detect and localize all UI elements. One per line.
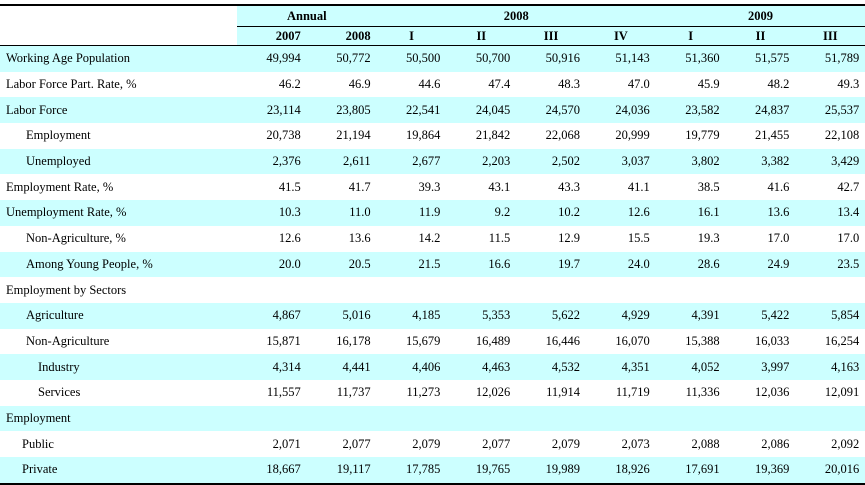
row-value: 46.9 bbox=[348, 77, 371, 92]
row-value: 22,108 bbox=[824, 128, 860, 143]
header-period: 2008 bbox=[307, 27, 377, 46]
row-value: 43.1 bbox=[488, 179, 511, 194]
row-value: 41.6 bbox=[767, 179, 790, 194]
row-value: 20,738 bbox=[266, 128, 301, 143]
table-row bbox=[0, 149, 865, 175]
header-period: 2007 bbox=[237, 27, 307, 46]
row-value bbox=[516, 277, 586, 303]
row-value: 2,079 bbox=[412, 436, 441, 451]
row-value: 2,079 bbox=[551, 436, 580, 451]
row-label: Labor Force Part. Rate, % bbox=[6, 77, 137, 92]
row-value: 18,667 bbox=[237, 457, 307, 484]
row-value bbox=[377, 406, 447, 432]
row-value: 3,802 bbox=[656, 149, 726, 175]
row-value: 16,489 bbox=[475, 333, 511, 348]
row-value: 21,455 bbox=[755, 128, 790, 143]
row-value: 16,178 bbox=[336, 333, 371, 348]
row-value: 4,351 bbox=[586, 354, 656, 380]
row-value: 16,254 bbox=[824, 333, 860, 348]
row-value bbox=[516, 406, 586, 432]
table-body bbox=[0, 46, 865, 484]
row-value: 15.5 bbox=[627, 231, 650, 246]
header-group-2009: 2009 bbox=[656, 5, 865, 27]
row-value: 9.2 bbox=[446, 200, 516, 226]
row-value: 28.6 bbox=[656, 252, 726, 278]
row-value: 51,789 bbox=[795, 46, 865, 72]
table-row bbox=[0, 431, 865, 457]
row-value: 42.7 bbox=[837, 179, 860, 194]
row-value: 19,369 bbox=[726, 457, 796, 484]
row-value: 16.1 bbox=[656, 200, 726, 226]
header-period: III bbox=[516, 27, 586, 46]
table-row bbox=[0, 457, 865, 484]
row-value: 22,068 bbox=[545, 128, 580, 143]
row-value: 11,273 bbox=[406, 385, 441, 400]
row-value: 15,871 bbox=[266, 333, 301, 348]
row-label: Unemployed bbox=[0, 149, 237, 175]
row-value: 3,037 bbox=[586, 149, 656, 175]
row-value: 19,117 bbox=[307, 457, 377, 484]
row-value bbox=[795, 277, 865, 303]
table-row bbox=[0, 329, 865, 355]
row-value: 4,406 bbox=[377, 354, 447, 380]
row-value: 17.0 bbox=[767, 231, 790, 246]
row-value: 2,376 bbox=[237, 149, 307, 175]
row-label: Industry bbox=[0, 354, 237, 380]
row-label: Services bbox=[38, 385, 81, 400]
row-value: 38.5 bbox=[697, 179, 720, 194]
row-label: Agriculture bbox=[0, 303, 237, 329]
row-value: 23.5 bbox=[795, 252, 865, 278]
row-value: 22,541 bbox=[377, 97, 447, 123]
row-value: 50,772 bbox=[307, 46, 377, 72]
row-value: 2,088 bbox=[691, 436, 720, 451]
row-value: 2,092 bbox=[831, 436, 860, 451]
table-header bbox=[0, 5, 865, 46]
row-value: 13.4 bbox=[795, 200, 865, 226]
row-value: 11,737 bbox=[336, 385, 371, 400]
row-value: 2,073 bbox=[621, 436, 650, 451]
table-row bbox=[0, 200, 865, 226]
row-value bbox=[726, 406, 796, 432]
row-value: 16.6 bbox=[446, 252, 516, 278]
row-label: Labor Force bbox=[0, 97, 237, 123]
row-value: 4,929 bbox=[586, 303, 656, 329]
row-value: 17,785 bbox=[377, 457, 447, 484]
row-value: 47.4 bbox=[488, 77, 511, 92]
row-value: 11,719 bbox=[615, 385, 650, 400]
table-row bbox=[0, 303, 865, 329]
row-value: 4,441 bbox=[307, 354, 377, 380]
header-period: III bbox=[795, 27, 865, 46]
row-value: 51,360 bbox=[656, 46, 726, 72]
row-value: 47.0 bbox=[627, 77, 650, 92]
row-value: 43.3 bbox=[558, 179, 580, 194]
row-value: 5,422 bbox=[726, 303, 796, 329]
row-value: 20,016 bbox=[795, 457, 865, 484]
row-value bbox=[446, 406, 516, 432]
header-period: II bbox=[726, 27, 796, 46]
row-value: 12,036 bbox=[755, 385, 790, 400]
row-value: 23,582 bbox=[656, 97, 726, 123]
row-value: 11.5 bbox=[488, 231, 511, 246]
header-group-row bbox=[0, 5, 865, 27]
table-row bbox=[0, 123, 865, 149]
row-value: 19,989 bbox=[516, 457, 586, 484]
row-value: 2,677 bbox=[377, 149, 447, 175]
table-row bbox=[0, 72, 865, 98]
row-value: 17,691 bbox=[656, 457, 726, 484]
row-value: 50,916 bbox=[516, 46, 586, 72]
header-period-row bbox=[0, 27, 865, 46]
row-value: 5,854 bbox=[795, 303, 865, 329]
row-value: 4,391 bbox=[656, 303, 726, 329]
row-label: Public bbox=[22, 436, 54, 451]
row-label: Among Young People, % bbox=[0, 252, 237, 278]
row-label: Non-Agriculture, % bbox=[26, 231, 126, 246]
row-value: 11,557 bbox=[266, 385, 301, 400]
row-value: 5,622 bbox=[516, 303, 586, 329]
row-value: 2,077 bbox=[482, 436, 511, 451]
row-value: 23,114 bbox=[237, 97, 307, 123]
row-value: 16,033 bbox=[755, 333, 790, 348]
row-value: 2,077 bbox=[342, 436, 371, 451]
row-label: Employment bbox=[0, 406, 237, 432]
row-value: 12,026 bbox=[475, 385, 511, 400]
row-value: 21.5 bbox=[377, 252, 447, 278]
row-value: 3,429 bbox=[795, 149, 865, 175]
row-value: 2,203 bbox=[446, 149, 516, 175]
header-blank-cell bbox=[0, 5, 237, 27]
row-value: 41.7 bbox=[348, 179, 371, 194]
table-row bbox=[0, 380, 865, 406]
header-blank-cell bbox=[0, 27, 237, 46]
labor-statistics-table-container bbox=[0, 4, 865, 485]
row-value: 4,867 bbox=[237, 303, 307, 329]
row-value: 15,388 bbox=[685, 333, 720, 348]
row-value: 24,045 bbox=[446, 97, 516, 123]
row-value bbox=[656, 406, 726, 432]
row-value: 2,071 bbox=[272, 436, 301, 451]
row-value: 49.3 bbox=[837, 77, 860, 92]
row-value: 12,091 bbox=[824, 385, 860, 400]
row-value: 19,765 bbox=[446, 457, 516, 484]
row-value: 21,842 bbox=[475, 128, 511, 143]
row-value bbox=[307, 277, 377, 303]
header-period: I bbox=[656, 27, 726, 46]
row-value bbox=[586, 277, 656, 303]
row-value: 11.9 bbox=[377, 200, 447, 226]
row-value: 24,570 bbox=[516, 97, 586, 123]
row-value: 4,052 bbox=[656, 354, 726, 380]
row-value bbox=[377, 277, 447, 303]
row-value: 2,502 bbox=[516, 149, 586, 175]
row-value: 41.1 bbox=[627, 179, 650, 194]
table-row bbox=[0, 226, 865, 252]
row-value: 48.3 bbox=[558, 77, 580, 92]
table-row bbox=[0, 277, 865, 303]
table-row bbox=[0, 354, 865, 380]
row-value: 20,999 bbox=[615, 128, 650, 143]
row-value: 19.3 bbox=[697, 231, 720, 246]
row-value: 10.2 bbox=[516, 200, 586, 226]
row-value bbox=[656, 277, 726, 303]
row-value: 17.0 bbox=[837, 231, 860, 246]
row-value bbox=[726, 277, 796, 303]
row-value: 15,679 bbox=[406, 333, 441, 348]
table-row bbox=[0, 46, 865, 72]
row-value: 13.6 bbox=[726, 200, 796, 226]
row-value: 21,194 bbox=[336, 128, 371, 143]
row-label: Non-Agriculture bbox=[26, 333, 110, 348]
row-value: 3,382 bbox=[726, 149, 796, 175]
row-value: 24.9 bbox=[726, 252, 796, 278]
row-value: 39.3 bbox=[418, 179, 441, 194]
row-value bbox=[237, 277, 307, 303]
row-value: 41.5 bbox=[278, 179, 301, 194]
row-value bbox=[795, 406, 865, 432]
row-label: Working Age Population bbox=[0, 46, 237, 72]
row-value bbox=[586, 406, 656, 432]
header-group-annual: Annual bbox=[237, 5, 377, 27]
header-period: IV bbox=[586, 27, 656, 46]
row-value: 11,914 bbox=[546, 385, 580, 400]
row-value bbox=[446, 277, 516, 303]
row-value: 11,336 bbox=[685, 385, 720, 400]
row-label: Employment bbox=[26, 128, 91, 143]
table-row bbox=[0, 97, 865, 123]
row-value: 5,016 bbox=[307, 303, 377, 329]
row-value: 24.0 bbox=[586, 252, 656, 278]
row-value: 44.6 bbox=[418, 77, 441, 92]
row-label: Private bbox=[0, 457, 237, 484]
row-value: 4,314 bbox=[237, 354, 307, 380]
header-period: II bbox=[446, 27, 516, 46]
row-value: 23,805 bbox=[307, 97, 377, 123]
row-value: 4,532 bbox=[516, 354, 586, 380]
row-value: 4,463 bbox=[446, 354, 516, 380]
row-value: 4,163 bbox=[795, 354, 865, 380]
row-value: 48.2 bbox=[767, 77, 790, 92]
row-value: 12.9 bbox=[558, 231, 580, 246]
row-value: 2,611 bbox=[307, 149, 377, 175]
row-value: 51,575 bbox=[726, 46, 796, 72]
row-value: 50,500 bbox=[377, 46, 447, 72]
row-value bbox=[237, 406, 307, 432]
row-value: 20.5 bbox=[307, 252, 377, 278]
row-value: 12.6 bbox=[586, 200, 656, 226]
row-value: 10.3 bbox=[237, 200, 307, 226]
row-value: 16,446 bbox=[545, 333, 580, 348]
row-value: 12.6 bbox=[278, 231, 301, 246]
row-label: Employment Rate, % bbox=[6, 179, 114, 194]
row-value: 24,837 bbox=[726, 97, 796, 123]
row-value: 2,086 bbox=[761, 436, 790, 451]
row-value: 4,185 bbox=[377, 303, 447, 329]
row-value: 18,926 bbox=[586, 457, 656, 484]
labor-statistics-table bbox=[0, 4, 865, 485]
row-value: 25,537 bbox=[795, 97, 865, 123]
row-value: 19,779 bbox=[685, 128, 720, 143]
row-value: 20.0 bbox=[237, 252, 307, 278]
row-value: 45.9 bbox=[697, 77, 720, 92]
table-row bbox=[0, 174, 865, 200]
row-value: 13.6 bbox=[348, 231, 371, 246]
row-value: 19,864 bbox=[406, 128, 441, 143]
row-label: Unemployment Rate, % bbox=[0, 200, 237, 226]
row-value: 11.0 bbox=[307, 200, 377, 226]
row-value: 5,353 bbox=[446, 303, 516, 329]
row-value: 46.2 bbox=[278, 77, 301, 92]
table-row bbox=[0, 406, 865, 432]
row-value: 49,994 bbox=[237, 46, 307, 72]
header-period: I bbox=[377, 27, 447, 46]
row-value: 51,143 bbox=[586, 46, 656, 72]
row-value: 24,036 bbox=[586, 97, 656, 123]
row-value: 14.2 bbox=[418, 231, 441, 246]
row-value: 50,700 bbox=[446, 46, 516, 72]
table-row bbox=[0, 252, 865, 278]
row-value: 16,070 bbox=[615, 333, 650, 348]
row-value bbox=[307, 406, 377, 432]
row-value: 3,997 bbox=[726, 354, 796, 380]
header-group-2008: 2008 bbox=[377, 5, 656, 27]
row-label: Employment by Sectors bbox=[6, 282, 127, 297]
row-value: 19.7 bbox=[516, 252, 586, 278]
